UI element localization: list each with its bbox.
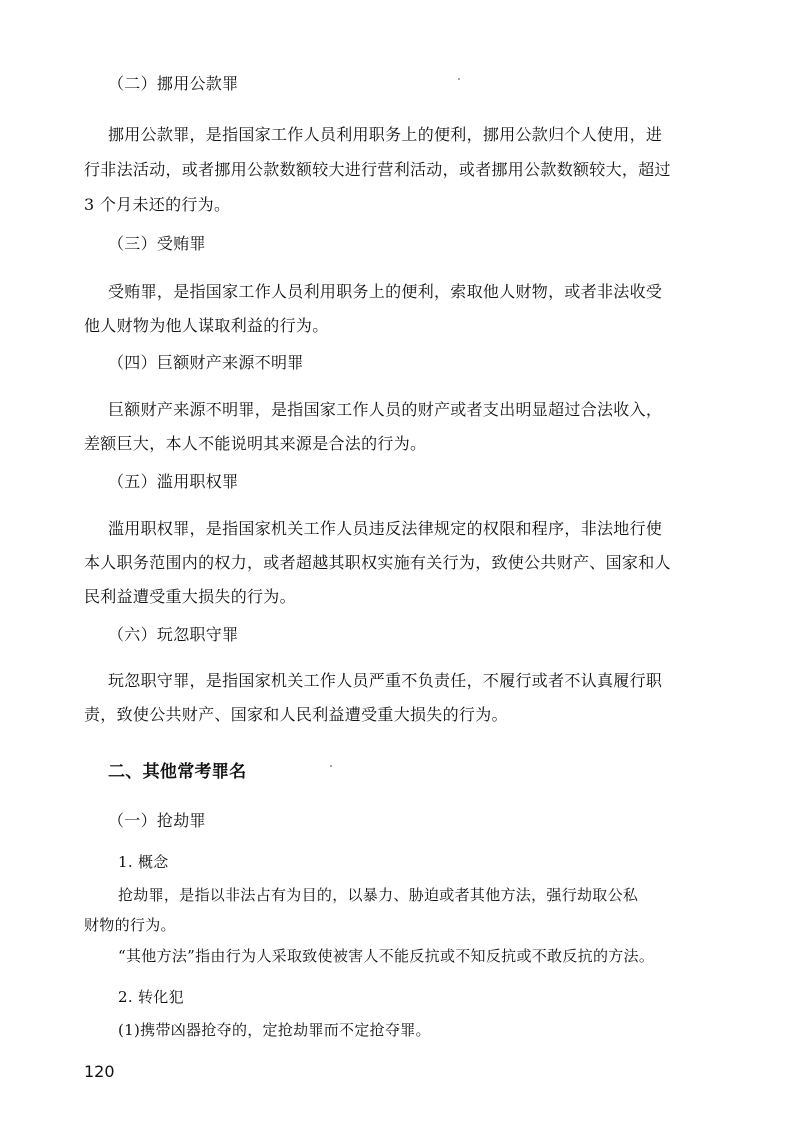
paragraph-line: 抢劫罪，是指以非法占有为目的，以暴力、胁迫或者其他方法，强行劫取公私 — [118, 886, 639, 904]
paragraph-line: 财物的行为。 — [84, 916, 176, 934]
item-label-concept: 1. 概念 — [118, 853, 169, 871]
paragraph-line: 民利益遭受重大损失的行为。 — [84, 587, 296, 606]
scan-speck — [458, 78, 460, 80]
section-heading-dereliction: （六）玩忽职守罪 — [108, 625, 239, 644]
scan-speck — [330, 765, 332, 767]
section-heading-embezzlement: （二）挪用公款罪 — [108, 74, 239, 93]
section-heading-robbery: （一）抢劫罪 — [108, 811, 206, 830]
paragraph-line: 巨额财产来源不明罪，是指国家工作人员的财产或者支出明显超过合法收入， — [108, 400, 663, 419]
paragraph-line: 差额巨大，本人不能说明其来源是合法的行为。 — [84, 434, 427, 453]
paragraph-line: 本人职务范围内的权力，或者超越其职权实施有关行为，致使公共财产、国家和人 — [84, 553, 671, 572]
paragraph-line: 挪用公款罪，是指国家工作人员利用职务上的便利，挪用公款归个人使用，进 — [108, 125, 663, 144]
paragraph-line: 责，致使公共财产、国家和人民利益遭受重大损失的行为。 — [84, 705, 508, 724]
paragraph-line: 玩忽职守罪，是指国家机关工作人员严重不负责任，不履行或者不认真履行职 — [108, 671, 663, 690]
paragraph-line: (1)携带凶器抢夺的，定抢劫罪而不定抢夺罪。 — [118, 1021, 431, 1039]
paragraph-line: 行非法活动，或者挪用公款数额较大进行营利活动，或者挪用公款数额较大，超过 — [84, 160, 671, 179]
paragraph-line: 他人财物为他人谋取利益的行为。 — [84, 316, 329, 335]
section-heading-unexplained-property: （四）巨额财产来源不明罪 — [108, 353, 304, 372]
part-heading-other-crimes: 二、其他常考罪名 — [108, 762, 247, 782]
paragraph-line: “其他方法”指由行为人采取致使被害人不能反抗或不知反抗或不敢反抗的方法。 — [118, 947, 655, 965]
section-heading-bribery: （三）受贿罪 — [108, 234, 206, 253]
paragraph-line: 3 个月未还的行为。 — [84, 195, 231, 214]
paragraph-line: 滥用职权罪，是指国家机关工作人员违反法律规定的权限和程序，非法地行使 — [108, 519, 663, 538]
item-label-transformed-offense: 2. 转化犯 — [118, 988, 184, 1006]
section-heading-abuse-of-power: （五）滥用职权罪 — [108, 472, 239, 491]
page-number: 120 — [84, 1062, 115, 1081]
paragraph-line: 受贿罪，是指国家工作人员利用职务上的便利，索取他人财物，或者非法收受 — [108, 282, 663, 301]
